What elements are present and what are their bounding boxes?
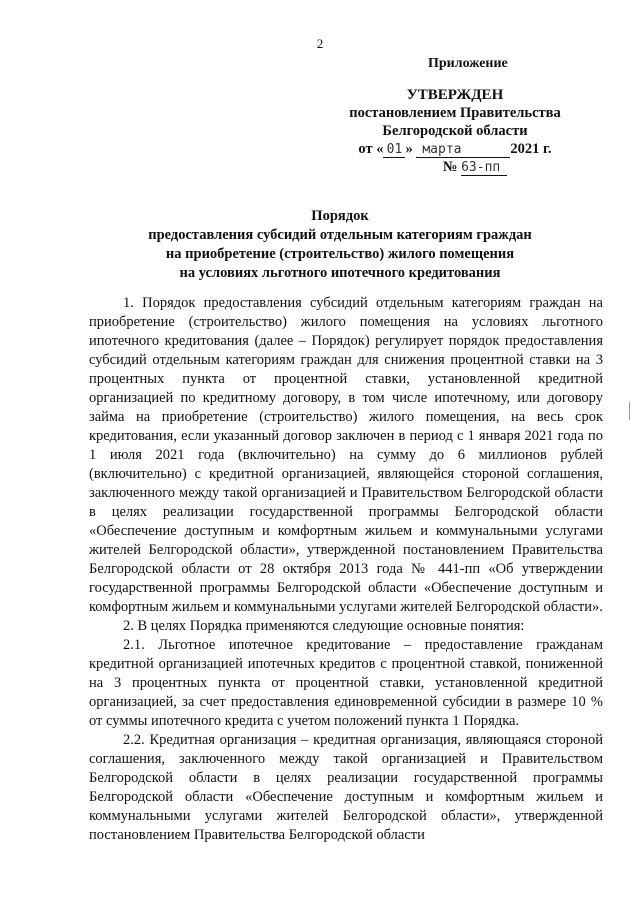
document-heading <box>80 207 600 283</box>
approval-line-2: Белгородской области <box>382 123 528 139</box>
approval-number <box>330 158 580 176</box>
paragraph-2-2: 2.2. Кредитная организация – кредитная организация, являющаяся стороной соглашения, заключенного между такой организацией и Правительством Белгородской области в целях реализации государственной программы Белгородской области «Обеспечение доступным и комфортным жильем и коммунальными услугами жителей Белгородской области», утвержденной постановлением Правительства Белгородской области <box>89 732 603 843</box>
page-number: 2 <box>316 36 324 51</box>
approval-date <box>330 140 580 158</box>
paragraph-2: 2. В целях Порядка применяются следующие основные понятия: <box>123 618 525 634</box>
paragraph-2-1: 2.1. Льготное ипотечное кредитование – предоставление гражданам кредитной организацией ипотечных кредитов с процентной ставкой, пониженной на 3 процентных пункта от процентной ставки, установленной кредитной организацией, за счет предоставления единовременной субсидии в размере 10 % от суммы ипотечного кредита с учетом положений пункта 1 Порядка. <box>89 637 603 729</box>
approval-line-1: постановлением Правительства <box>349 105 561 121</box>
date-month: марта <box>416 142 510 158</box>
approval-block <box>330 86 580 176</box>
document-body <box>89 294 603 845</box>
number-prefix: № <box>442 159 458 175</box>
heading-line-3: на приобретение (строительство) жилого помещения <box>165 246 515 262</box>
approval-title: УТВЕРЖДЕН <box>406 87 504 103</box>
heading-line-4: на условиях льготного ипотечного кредитования <box>179 265 501 281</box>
date-mid: » <box>405 141 413 157</box>
heading-line-2: предоставления субсидий отдельным категориям граждан <box>148 227 532 243</box>
heading-line-1: Порядок <box>311 208 369 224</box>
margin-mark <box>629 402 634 420</box>
paragraph-1: 1. Порядок предоставления субсидий отдельным категориям граждан на приобретение (строительство) жилого помещения на условиях льготного ипотечного кредитования (далее – Порядок) регулирует порядок предоставления субсидий отдельным категориям граждан для снижения процентной ставки на 3 процентных пункта от процентной ставки, установленной кредитной организацией по кредитному договору, в том числе ипотечному, или договору займа на приобретение (строительство) жилого помещения, на весь срок кредитования, если указанный договор заключен в период с 1 января 2021 года по 1 июля 2021 года (включительно) на сумму до 6 миллионов рублей (включительно) с кредитной организацией, являющейся стороной соглашения, заключенного между такой организацией и Правительством Белгородской области в целях реализации государственной программы Белгородской области «Обеспечение доступным и комфортным жильем и коммунальными услугами жителей Белгородской области», утвержденной постановлением Правительства Белгородской области от 28 октября 2013 года № 441-пп «Об утверждении государственной программы Белгородской области «Обеспечение доступным и комфортным жильем и коммунальными услугами жителей Белгородской области». <box>89 295 603 615</box>
date-day: 01 <box>383 142 405 158</box>
appendix-label: Приложение <box>428 56 508 71</box>
date-year: 2021 г. <box>510 141 552 157</box>
date-prefix: от « <box>358 141 384 157</box>
document-number: 63-пп <box>461 160 507 176</box>
